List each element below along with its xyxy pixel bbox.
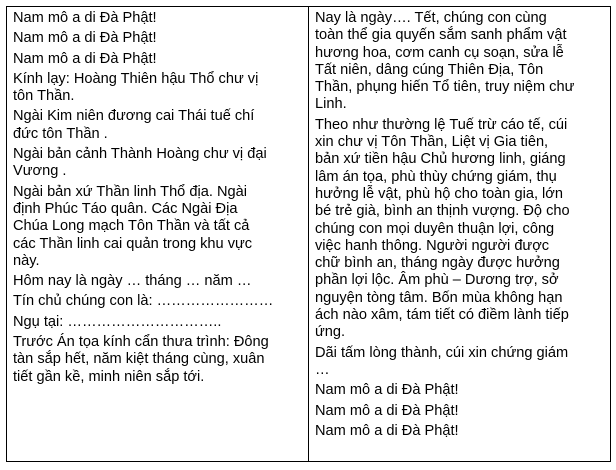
text-line: Nam mô a di Đà Phật! bbox=[315, 382, 459, 399]
text-line: Thần, phụng hiến Tổ tiên, truy niệm chư bbox=[315, 79, 575, 96]
left-column-text bbox=[7, 7, 308, 386]
text-line: Nam mô a di Đà Phật! bbox=[13, 50, 157, 67]
text-line: Ngài Kim niên đương cai Thái tuế chí bbox=[13, 108, 255, 125]
text-line: … bbox=[315, 361, 330, 378]
right-column-cell bbox=[309, 7, 611, 462]
text-line: Tín chủ chúng con là: …………………… bbox=[13, 293, 274, 310]
paragraph bbox=[13, 108, 302, 143]
paragraph bbox=[13, 146, 302, 181]
text-line: Dãi tấm lòng thành, cúi xin chứng giám bbox=[315, 344, 569, 361]
paragraph bbox=[315, 117, 604, 342]
text-line: Nay là ngày…. Tết, chúng con cùng bbox=[315, 10, 547, 26]
left-column-cell bbox=[7, 7, 309, 462]
paragraph bbox=[13, 293, 302, 310]
text-line: Nam mô a di Đà Phật! bbox=[315, 422, 459, 439]
text-line: việc hanh thông. Người người được bbox=[315, 237, 550, 254]
text-line: hương hoa, cơm canh cụ soạn, sửa lễ bbox=[315, 44, 564, 61]
text-line: Chúa Long mạch Tôn Thần và tất cả bbox=[13, 218, 250, 235]
paragraph bbox=[13, 71, 302, 106]
text-line: nguyện tòng tâm. Bốn mùa không hạn bbox=[315, 289, 563, 306]
text-line: ứng. bbox=[315, 324, 346, 341]
text-line: Linh. bbox=[315, 96, 347, 113]
paragraph bbox=[13, 314, 302, 331]
paragraph bbox=[315, 423, 604, 440]
text-line: tàn sắp hết, năm kiệt tháng cùng, xuân bbox=[13, 351, 265, 368]
text-line: Theo như thường lệ Tuế trừ cáo tế, cúi bbox=[315, 116, 568, 133]
text-line: Vương . bbox=[13, 163, 67, 180]
text-line: tiết gần kề, minh niên sắp tới. bbox=[13, 368, 205, 385]
paragraph bbox=[315, 403, 604, 420]
text-line: lâm án tọa, phù thùy chứng giám, thụ bbox=[315, 168, 557, 185]
text-line: Nam mô a di Đà Phật! bbox=[315, 402, 459, 419]
text-line: chúng con mọi duyên thuận lợi, công bbox=[315, 220, 555, 237]
paragraph bbox=[13, 10, 302, 27]
paragraph bbox=[13, 184, 302, 270]
text-line: chữ bình an, tháng ngày được hưởng bbox=[315, 255, 560, 272]
text-line: các Thần linh cai quản trong khu vực bbox=[13, 235, 253, 252]
text-line: này. bbox=[13, 252, 40, 269]
text-line: hưởng lễ vật, phù hộ cho toàn gia, lớn bbox=[315, 185, 563, 202]
table-row bbox=[7, 7, 611, 462]
text-line: ách nào xâm, tám tiết có điềm lành tiếp bbox=[315, 307, 569, 324]
paragraph bbox=[13, 30, 302, 47]
text-line: Trước Án tọa kính cẩn thưa trình: Đông bbox=[13, 334, 269, 351]
text-line: xin chư vị Tôn Thần, Liệt vị Gia tiên, bbox=[315, 134, 549, 151]
right-column-text bbox=[309, 7, 610, 440]
paragraph bbox=[13, 334, 302, 386]
text-line: Ngài bản cảnh Thành Hoàng chư vị đại bbox=[13, 146, 267, 163]
paragraph bbox=[13, 51, 302, 68]
paragraph bbox=[13, 273, 302, 290]
text-line: Ngụ tại: ………………………….. bbox=[13, 313, 222, 330]
text-line: đức tôn Thần . bbox=[13, 125, 108, 142]
text-line: Hôm nay là ngày … tháng … năm … bbox=[13, 273, 252, 290]
text-line: toàn thể gia quyến sắm sanh phẩm vật bbox=[315, 27, 567, 44]
text-line: bản xứ tiền hậu Chủ hương linh, giáng bbox=[315, 151, 566, 168]
text-line: Nam mô a di Đà Phật! bbox=[13, 30, 157, 47]
text-line: Kính lạy: Hoàng Thiên hậu Thổ chư vị bbox=[13, 70, 259, 87]
text-line: Ngài bản xứ Thần linh Thổ địa. Ngài bbox=[13, 183, 247, 200]
text-line: tôn Thần. bbox=[13, 88, 75, 105]
text-line: Nam mô a di Đà Phật! bbox=[13, 10, 157, 26]
paragraph bbox=[315, 382, 604, 399]
paragraph bbox=[315, 10, 604, 114]
text-line: bé trẻ già, bình an thịnh vượng. Độ cho bbox=[315, 203, 570, 220]
text-line: phần lợi lộc. Âm phù – Dương trợ, sở bbox=[315, 272, 559, 289]
text-line: định Phúc Táo quân. Các Ngài Địa bbox=[13, 200, 238, 217]
text-line: Tất niên, dâng cúng Thiên Địa, Tôn bbox=[315, 61, 544, 78]
paragraph bbox=[315, 345, 604, 380]
prayer-text-table bbox=[6, 6, 611, 462]
